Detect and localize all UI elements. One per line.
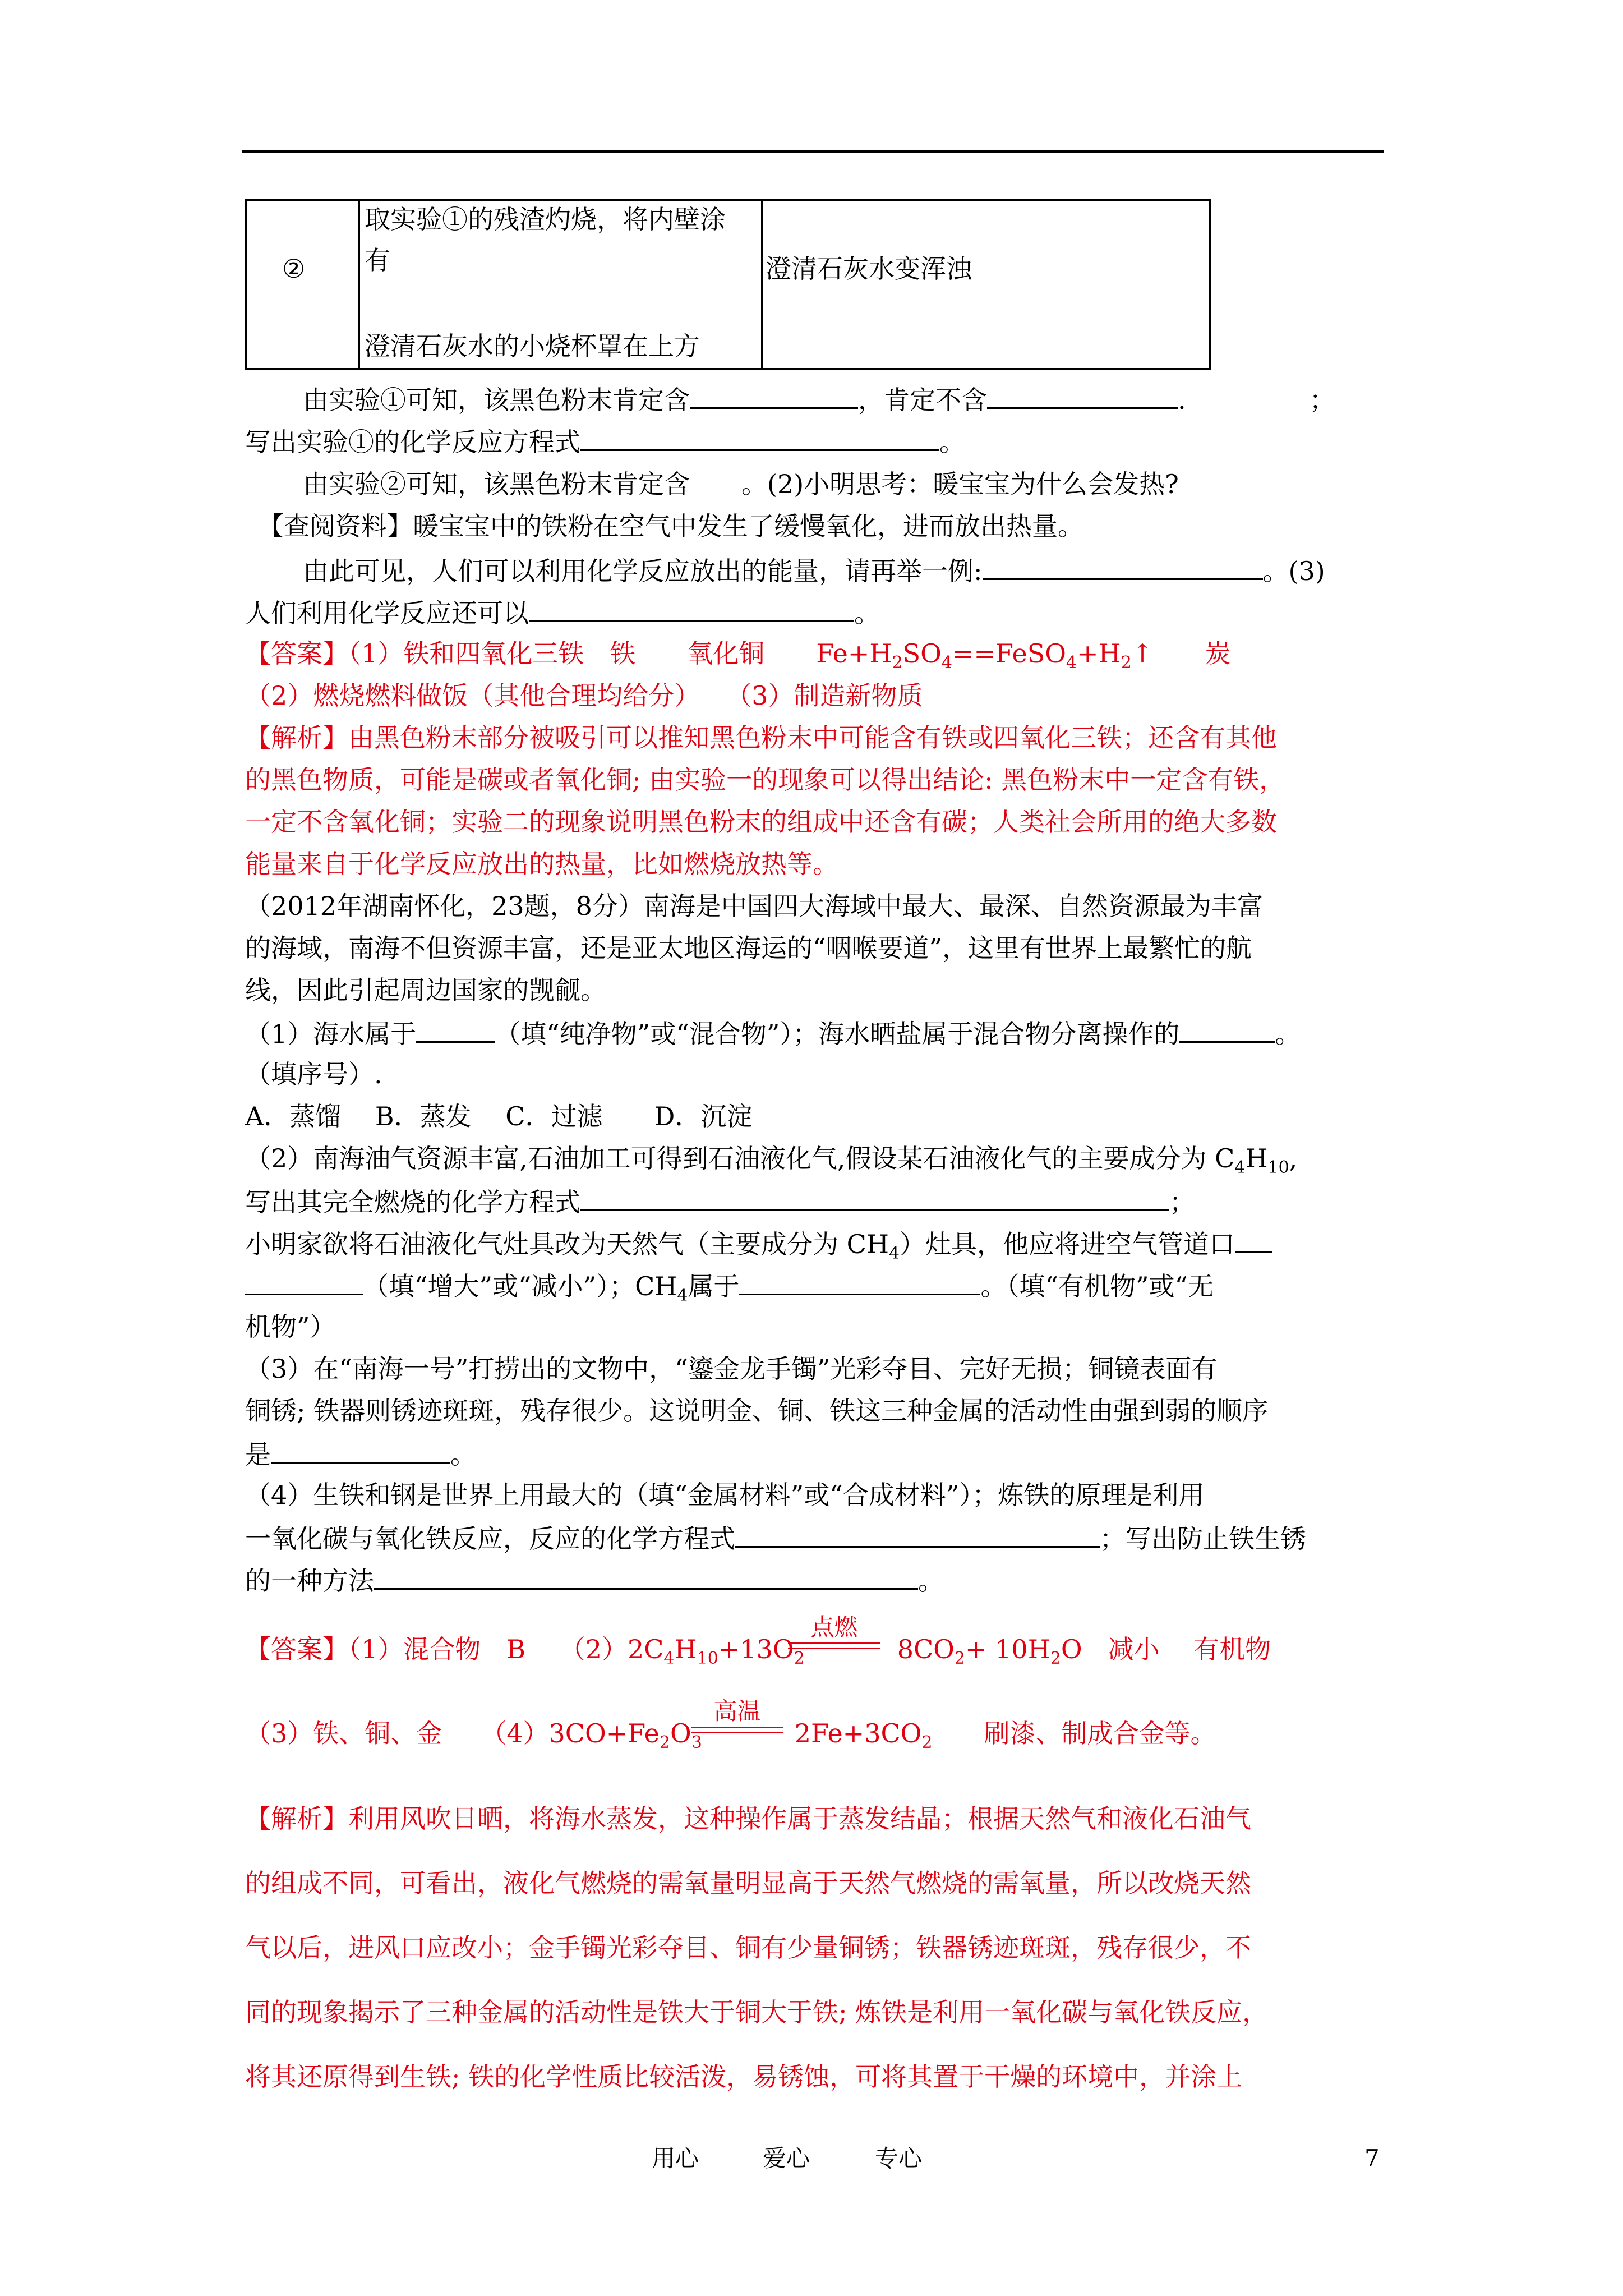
q2-line-9: 小明家欲将石油液化气灶具改为天然气（主要成分为 $CH_4$）灶具，他应将进空气管道口 [245, 1226, 1272, 1261]
phenomenon-text: 澄清石灰水变浑浊 [766, 254, 972, 284]
analysis-2-line-1: 【解析】利用风吹日晒，将海水蒸发，这种操作属于蒸发结晶；根据天然气和液化石油气 [245, 1803, 1251, 1834]
q2-line-5: （填序号）. [245, 1059, 382, 1089]
answer-2-line-1: 【答案】（1）混合物 B $(2)2C_4H_{10}+13O_2$ $8CO_2+ 10H_2O$ 减小 有机物 [245, 1634, 1271, 1668]
q2-line-16: 一氧化碳与氧化铁反应，反应的化学方程式 ；写出防止铁生锈 [245, 1520, 1306, 1556]
q2-line-1: （2012年湖南怀化，23题，8分）南海是中国四大海域中最大、最深、自然资源最为丰富 [245, 891, 1263, 921]
q2-line-15: （4）生铁和钢是世界上用最大的（填“金属材料”或“合成材料”）；炼铁的原理是利用 [245, 1480, 1205, 1510]
analysis-2-line-3: 气以后，进风口应改小；金手镯光彩夺目、铜有少量铜锈；铁器锈迹斑斑，残存很少，不 [245, 1932, 1251, 1963]
high-temp-condition [691, 1697, 783, 1733]
q1-line-4: 【查阅资料】暖宝宝中的铁粉在空气中发生了缓慢氧化，进而放出热量。 [258, 511, 1083, 541]
q2-line-2: 的海域，南海不但资源丰富，还是亚太地区海运的“咽喉要道”，这里有世界上最繁忙的航 [245, 933, 1252, 963]
q2-options: A．蒸馏 B．蒸发 C．过滤 D．沉淀 [245, 1101, 753, 1131]
analysis-1-line-3: 一定不含氧化铜；实验二的现象说明黑色粉末的组成中还含有碳；人类社会所用的绝大多数 [245, 807, 1277, 837]
header-rule [242, 150, 1384, 153]
experiment-table [245, 199, 1211, 370]
ignite-condition [788, 1613, 880, 1649]
q1-line-6: 人们利用化学反应还可以 。 [245, 595, 880, 630]
page-number: 7 [1364, 2145, 1380, 2172]
footer-motto-3: 专心 [875, 2145, 923, 2172]
high-temp-equals-sign [691, 1727, 783, 1733]
q2-line-12: （3）在“南海一号”打捞出的文物中，“鎏金龙手镯”光彩夺目、完好无损；铜镜表面有 [245, 1354, 1218, 1384]
analysis-2-line-2: 的组成不同，可看出，液化气燃烧的需氧量明显高于天然气燃烧的需氧量，所以改烧天然 [245, 1868, 1251, 1898]
q2-line-14: 是 。 [245, 1436, 476, 1471]
answer-2-line-2: （3）铁、铜、金 $(4)3CO+Fe_2O_3$ $2Fe+3CO_2$ 刷漆、制成合金等。 [245, 1718, 1216, 1752]
row-number: ② [282, 254, 306, 284]
operation-line-2: 有 [365, 245, 390, 275]
q2-line-17: 的一种方法 。 [245, 1562, 944, 1598]
q2-line-11: 机物”） [245, 1312, 336, 1342]
analysis-2-line-4: 同的现象揭示了三种金属的活动性是铁大于铜大于铁; 炼铁是利用一氧化碳与氧化铁反应， [245, 1997, 1269, 2027]
answer-1-line-1: 【答案】（1）铁和四氧化三铁 铁 氧化铜 $Fe+H_2SO_4==FeSO_4+H_2↑$ 炭 [245, 638, 1231, 673]
high-temp-label: 高温 [713, 1697, 761, 1725]
q1-line-3: 由实验②可知，该黑色粉末肯定含 。(2)小明思考：暖宝宝为什么会发热? [303, 469, 1179, 499]
analysis-1-line-1: 【解析】由黑色粉末部分被吸引可以推知黑色粉末中可能含有铁或四氧化三铁；还含有其他 [245, 723, 1277, 753]
q2-line-7: （2）南海油气资源丰富,石油加工可得到石油液化气,假设某石油液化气的主要成分为 $C_4H_{10}$, [245, 1143, 1298, 1177]
operation-line-3: 澄清石灰水的小烧杯罩在上方 [365, 331, 700, 361]
answer-1-line-2: （2）燃烧燃料做饭（其他合理均给分） （3）制造新物质 [245, 680, 923, 711]
footer-motto-1: 用心 [652, 2145, 699, 2172]
table-row-number-cell [247, 201, 360, 368]
analysis-1-line-2: 的黑色物质，可能是碳或者氧化铜; 由实验一的现象可以得出结论: 黑色粉末中一定含有铁， [245, 765, 1285, 795]
q1-line-5: 由此可见，人们可以利用化学反应放出的能量，请再举一例: 。(3) [303, 553, 1325, 588]
q1-line-1: 由实验①可知，该黑色粉末肯定含 ，肯定不含 . ； [303, 381, 1335, 417]
operation-line-1: 取实验①的残渣灼烧，将内壁涂 [365, 204, 726, 234]
analysis-2-line-5: 将其还原得到生铁; 铁的化学性质比较活泼，易锈蚀，可将其置于干燥的环境中，并涂上 [245, 2062, 1243, 2092]
q2-line-10: （填“增大”或“减小”）；$CH_4$属于 。（填“有机物”或“无 [245, 1268, 1214, 1303]
analysis-1-line-4: 能量来自于化学反应放出的热量，比如燃烧放热等。 [245, 849, 838, 879]
q2-line-4: （1）海水属于 （填“纯净物”或“混合物”）；海水晒盐属于混合物分离操作的 。 [245, 1015, 1301, 1051]
q1-line-2: 写出实验①的化学反应方程式 。 [245, 424, 965, 459]
ignite-label: 点燃 [810, 1613, 858, 1641]
q2-line-13: 铜锈; 铁器则锈迹斑斑，残存很少。这说明金、铜、铁这三种金属的活动性由强到弱的顺序 [245, 1396, 1269, 1426]
q2-line-8: 写出其完全燃烧的化学方程式 ； [245, 1184, 1195, 1219]
footer-motto-2: 爱心 [763, 2145, 810, 2172]
q2-line-3: 线，因此引起周边国家的觊觎。 [245, 975, 606, 1005]
table-operation-cell [360, 201, 763, 368]
ignite-equals-sign [788, 1642, 880, 1649]
